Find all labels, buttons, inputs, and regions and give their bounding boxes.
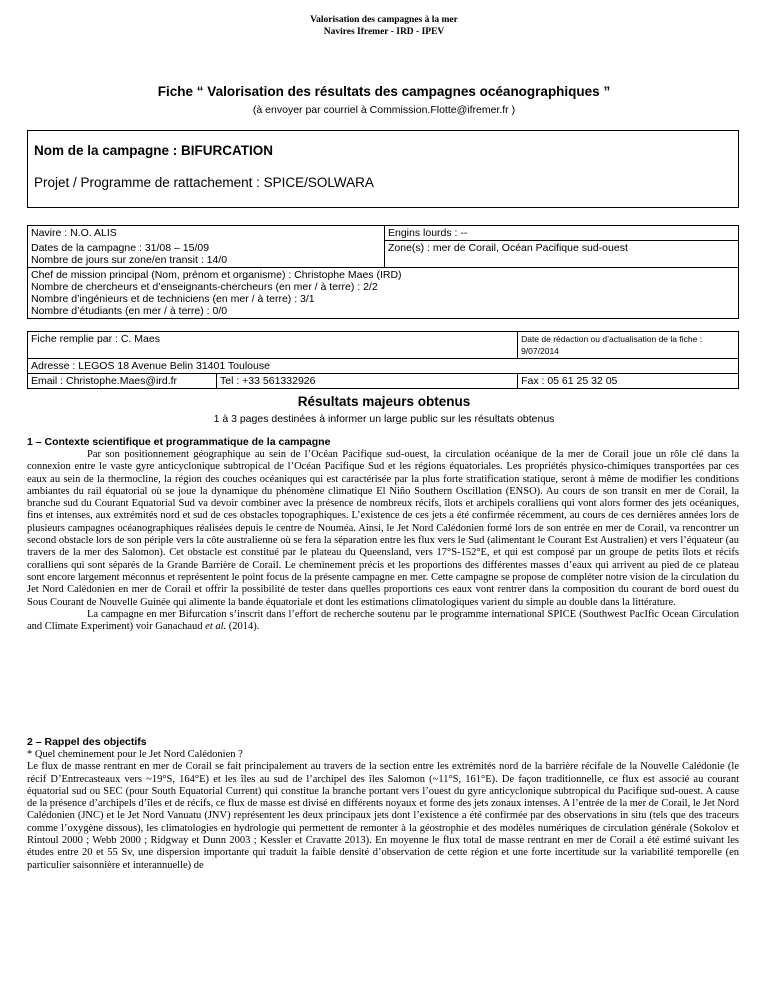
ingenieurs-text: Nombre d’ingénieurs et de techniciens (en mer / à terre) : 3/1 bbox=[31, 292, 315, 305]
section-1-paragraph-2 bbox=[27, 609, 739, 634]
campaign-name: Nom de la campagne : BIFURCATION bbox=[34, 143, 274, 158]
section-1-p2-etal: et al. bbox=[205, 621, 227, 633]
engins-text: Engins lourds : -- bbox=[388, 227, 468, 239]
section-2-title: 2 – Rappel des objectifs bbox=[27, 736, 147, 748]
form-title: Fiche “ Valorisation des résultats des campagnes océanographiques ” bbox=[157, 84, 611, 99]
section-2-body bbox=[27, 749, 739, 872]
info-row-2 bbox=[28, 241, 739, 268]
section-2-question-1: * Quel cheminement pour le Jet Nord Calédonien ? bbox=[27, 749, 243, 760]
campaign-project: Projet / Programme de rattachement : SPICE/SOLWARA bbox=[34, 175, 374, 190]
zones-text bbox=[388, 242, 735, 254]
page-header bbox=[0, 14, 768, 38]
section-1-p2-before: La campagne en mer Bifurcation s’inscrit dans l’effort de recherche soutenu par le programme international SPICE (Southwest PacIfic Ocean Circulation and Climate Experiment) voir Ganachaud bbox=[27, 608, 739, 633]
adresse-text: Adresse : LEGOS 18 Avenue Belin 31401 Toulouse bbox=[31, 360, 270, 372]
header-line-1: Valorisation des campagnes à la mer bbox=[310, 15, 458, 25]
info-row-1 bbox=[28, 226, 739, 241]
date-text: Date de rédaction ou d’actualisation de la fiche : 9/07/2014 bbox=[521, 334, 703, 356]
info-row-3 bbox=[28, 267, 739, 318]
fiche-cell bbox=[28, 332, 518, 359]
fax-cell bbox=[518, 374, 739, 389]
jours-text: Nombre de jours sur zone/en transit : 14/0 bbox=[31, 253, 228, 266]
chercheurs-text: Nombre de chercheurs et d’enseignants-chercheurs (en mer / à terre) : 2/2 bbox=[31, 280, 378, 293]
section-1-body bbox=[27, 449, 739, 633]
date-cell bbox=[518, 332, 739, 359]
fax-text: Fax : 05 61 25 32 05 bbox=[521, 375, 618, 387]
section-1-p2-after: (2014). bbox=[226, 621, 260, 633]
results-title: Résultats majeurs obtenus bbox=[297, 394, 471, 409]
zones-text-part: Zone(s) : mer de Corail, Océan Pacifique sud-ouest bbox=[388, 242, 628, 254]
form-subtitle: (à envoyer par courriel à Commission.Flotte@ifremer.fr ) bbox=[252, 104, 516, 116]
zones-cell bbox=[385, 241, 739, 268]
dates-text: Dates de la campagne : 31/08 – 15/09 bbox=[31, 241, 210, 254]
header-line-2: Navires Ifremer - IRD - IPEV bbox=[323, 27, 445, 37]
contact-row-1 bbox=[28, 332, 739, 359]
email-text: Email : Christophe.Maes@ird.fr bbox=[31, 375, 178, 387]
contact-table bbox=[27, 331, 739, 389]
dates-cell bbox=[28, 241, 385, 268]
etudiants-text: Nombre d’étudiants (en mer / à terre) : 0/0 bbox=[31, 304, 228, 317]
section-1-title: 1 – Contexte scientifique et programmatique de la campagne bbox=[27, 436, 331, 448]
tel-cell bbox=[217, 374, 518, 389]
campaign-box bbox=[27, 130, 739, 208]
navire-cell bbox=[28, 226, 385, 241]
fiche-text: Fiche remplie par : C. Maes bbox=[31, 333, 160, 345]
contact-row-2 bbox=[28, 359, 739, 374]
contact-row-3 bbox=[28, 374, 739, 389]
email-cell bbox=[28, 374, 217, 389]
adresse-cell bbox=[28, 359, 739, 374]
engins-cell bbox=[385, 226, 739, 241]
section-1-paragraph-1: Par son positionnement géographique au sein de l’Océan Pacifique sud-ouest, la circulation océanique de la mer de Corail joue un rôle clé dans la connexion entre le vaste gyre anticyclonique subtropical de l’Océan Pacifique Sud et les régions équatoriales. Les propriétés physico-chimiques transportées par ces eaux au sein de la thermocline, la région des couches océaniques qui est caractérisée par la plus forte stratification statique, seront à même de modifier les conditions ambiantes du rail équatorial où se joue la dynamique du phénomène climatique El Niño Southern Oscillation (ENSO). Au cours de son transit en mer de Corail, la branche sud du Courant Equatorial Sud va devoir combiner avec la présence de nombreux récifs, îlots et archipels coralliens qui vont alors former des jets océaniques, fins et intenses, aux extrémités nord et sud de ces obstacles topographiques. L’existence de ces jets a été confirmée récemment, au cours de ces dernières années lors de plusieurs campagnes océanographiques réalisées depuis le centre de Nouméa. Ainsi, le Jet Nord Calédonien formé lors de son entrée en mer de Corail, va rencontrer un second obstacle lors de son périple vers la côte australienne où se fera la séparation entre les flux vers le Sud (alimentant le Courant Est Australien) et vers l’équateur (au travers de la mer des Salomon). Cet obstacle est constitué par le plateau du Queensland, vers 17°S-152°E, et qui est composé par un groupe de petits îlots et récifs coralliens qui sont séparés de la Grande Barrière de Corail. Le cheminement précis et les proportions des différentes masses d’eaux qui arrivent au pied de ce plateau sont encore largement méconnus et représentent le point focus de la présente campagne en mer. Cette campagne se propose de compléter notre vision de la circulation du Jet Nord Calédonien en mer de Corail et offrir la possibilité de tester dans quelles proportions ces eaux vont rentrer dans la composition du courant de bord ouest du Sous Courant de Nouvelle Guinée qui alimente la bande équatoriale et dont les estimations climatologiques varient du simple au double dans la littérature. bbox=[27, 449, 739, 608]
results-subtitle: 1 à 3 pages destinées à informer un large public sur les résultats obtenus bbox=[213, 413, 555, 425]
section-2-paragraph-1: Le flux de masse rentrant en mer de Corail se fait principalement au travers de la section entre les extrémités nord de la barrière récifale de la Nouvelle Calédonie (le récif D’Entrecasteaux vers ~19°S, 164°E) et les îles au sud de l’archipel des îles Salomon (~11°S, 161°E). De façon traditionnelle, ce flux est associé au courant équatorial sud ou SEC (pour South Equatorial Current) qui constitue la branche portant vers l’ouest du gyre anticyclonique subtropical du Pacifique sud-ouest. A cause de la présence d’archipels d’îles et de récifs, ce flux de masse est divisé en différents noyaux et forme des jets zonaux intenses. A l’entrée de la mer de Corail, le Jet Nord Calédonien (JNC) et le Jet Nord Vanuatu (JNV) représentent les deux principaux jets dont l’existence a été confirmée par des observations in situ (tels que des traceurs comme l’oxygène dissous), les climatologies en hydrologie qui permettent de remonter à la géostrophie et des modèles numériques de circulation générale (Sokolov et Rintoul 2000 ; Webb 2000 ; Ridgway et Dunn 2003 ; Kessler et Cravatte 2013). En moyenne le flux total de masse rentrant en mer de Corail a été estimé suivant les études entre 20 et 55 Sv, une dispersion importante qui traduit la faible densité d’observation de cette région et une forte incertitude sur la variabilité temporelle (en particulier saisonnière et interannuelle) de bbox=[27, 761, 739, 871]
tel-text: Tel : +33 561332926 bbox=[220, 375, 316, 387]
chef-text: Chef de mission principal (Nom, prénom et organisme) : Christophe Maes (IRD) bbox=[31, 268, 402, 281]
team-cell bbox=[28, 267, 739, 318]
navire-text: Navire : N.O. ALIS bbox=[31, 227, 117, 239]
campaign-info-table bbox=[27, 225, 739, 319]
